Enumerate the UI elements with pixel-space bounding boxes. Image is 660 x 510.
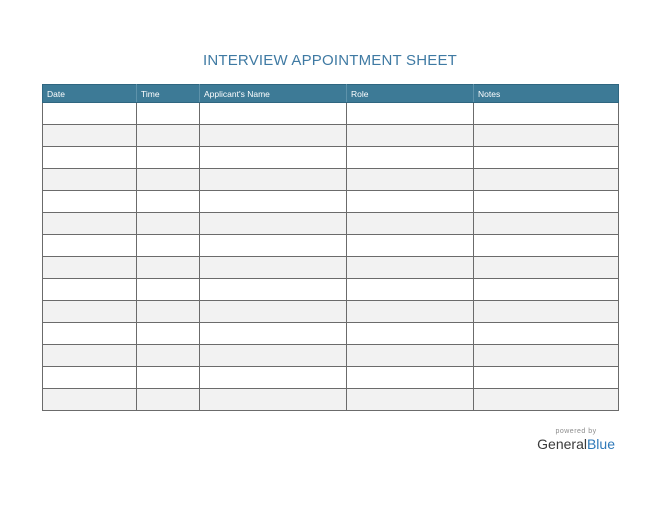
cell-role[interactable]: [347, 301, 474, 323]
appointment-table: [42, 84, 619, 411]
cell-date[interactable]: [43, 323, 137, 345]
cell-role[interactable]: [347, 103, 474, 125]
cell-role[interactable]: [347, 147, 474, 169]
table-row: [43, 257, 619, 279]
cell-applicant-name[interactable]: [200, 279, 347, 301]
cell-notes[interactable]: [474, 169, 619, 191]
sheet-title: INTERVIEW APPOINTMENT SHEET: [202, 52, 458, 69]
cell-time[interactable]: [137, 235, 200, 257]
table-row: [43, 345, 619, 367]
cell-role[interactable]: [347, 367, 474, 389]
cell-role[interactable]: [347, 235, 474, 257]
table-body: [43, 103, 619, 411]
cell-time[interactable]: [137, 345, 200, 367]
table-row: [43, 367, 619, 389]
table-row: [43, 235, 619, 257]
table-row: [43, 279, 619, 301]
cell-date[interactable]: [43, 125, 137, 147]
cell-notes[interactable]: [474, 279, 619, 301]
footer-branding: [537, 428, 615, 452]
cell-time[interactable]: [137, 169, 200, 191]
cell-time[interactable]: [137, 367, 200, 389]
column-header-date: Date: [43, 85, 137, 103]
cell-role[interactable]: [347, 191, 474, 213]
powered-by-label: powered by: [555, 428, 597, 435]
cell-role[interactable]: [347, 213, 474, 235]
cell-role[interactable]: [347, 389, 474, 411]
cell-role[interactable]: [347, 125, 474, 147]
cell-notes[interactable]: [474, 257, 619, 279]
cell-applicant-name[interactable]: [200, 235, 347, 257]
cell-role[interactable]: [347, 257, 474, 279]
table-row: [43, 213, 619, 235]
cell-notes[interactable]: [474, 367, 619, 389]
cell-notes[interactable]: [474, 125, 619, 147]
cell-notes[interactable]: [474, 213, 619, 235]
cell-date[interactable]: [43, 191, 137, 213]
table-header-row: [43, 85, 619, 103]
cell-time[interactable]: [137, 147, 200, 169]
cell-time[interactable]: [137, 389, 200, 411]
cell-time[interactable]: [137, 257, 200, 279]
cell-role[interactable]: [347, 169, 474, 191]
column-header-time: Time: [137, 85, 200, 103]
cell-applicant-name[interactable]: [200, 345, 347, 367]
cell-date[interactable]: [43, 345, 137, 367]
table-row: [43, 301, 619, 323]
cell-applicant-name[interactable]: [200, 323, 347, 345]
cell-time[interactable]: [137, 103, 200, 125]
cell-date[interactable]: [43, 389, 137, 411]
cell-time[interactable]: [137, 125, 200, 147]
cell-applicant-name[interactable]: [200, 257, 347, 279]
cell-applicant-name[interactable]: [200, 213, 347, 235]
cell-role[interactable]: [347, 279, 474, 301]
cell-time[interactable]: [137, 323, 200, 345]
table-row: [43, 169, 619, 191]
brand-logo: [537, 436, 615, 452]
column-header-applicant-name: Applicant's Name: [200, 85, 347, 103]
cell-date[interactable]: [43, 279, 137, 301]
cell-notes[interactable]: [474, 191, 619, 213]
cell-applicant-name[interactable]: [200, 147, 347, 169]
cell-date[interactable]: [43, 257, 137, 279]
cell-notes[interactable]: [474, 323, 619, 345]
cell-date[interactable]: [43, 103, 137, 125]
cell-applicant-name[interactable]: [200, 367, 347, 389]
table-row: [43, 323, 619, 345]
cell-date[interactable]: [43, 213, 137, 235]
cell-notes[interactable]: [474, 389, 619, 411]
cell-applicant-name[interactable]: [200, 301, 347, 323]
cell-applicant-name[interactable]: [200, 389, 347, 411]
cell-notes[interactable]: [474, 235, 619, 257]
cell-date[interactable]: [43, 235, 137, 257]
table-row: [43, 191, 619, 213]
cell-notes[interactable]: [474, 147, 619, 169]
table-row: [43, 103, 619, 125]
column-header-notes: Notes: [474, 85, 619, 103]
cell-notes[interactable]: [474, 301, 619, 323]
cell-date[interactable]: [43, 147, 137, 169]
brand-name-part2: Blue: [586, 436, 615, 452]
table-row: [43, 389, 619, 411]
cell-role[interactable]: [347, 323, 474, 345]
table-row: [43, 147, 619, 169]
cell-time[interactable]: [137, 279, 200, 301]
cell-applicant-name[interactable]: [200, 169, 347, 191]
cell-applicant-name[interactable]: [200, 191, 347, 213]
cell-notes[interactable]: [474, 103, 619, 125]
cell-date[interactable]: [43, 301, 137, 323]
cell-applicant-name[interactable]: [200, 125, 347, 147]
cell-time[interactable]: [137, 213, 200, 235]
cell-role[interactable]: [347, 345, 474, 367]
column-header-role: Role: [347, 85, 474, 103]
brand-name-part1: General: [537, 436, 587, 452]
table-row: [43, 125, 619, 147]
cell-date[interactable]: [43, 367, 137, 389]
cell-time[interactable]: [137, 301, 200, 323]
cell-time[interactable]: [137, 191, 200, 213]
cell-notes[interactable]: [474, 345, 619, 367]
cell-applicant-name[interactable]: [200, 103, 347, 125]
cell-date[interactable]: [43, 169, 137, 191]
